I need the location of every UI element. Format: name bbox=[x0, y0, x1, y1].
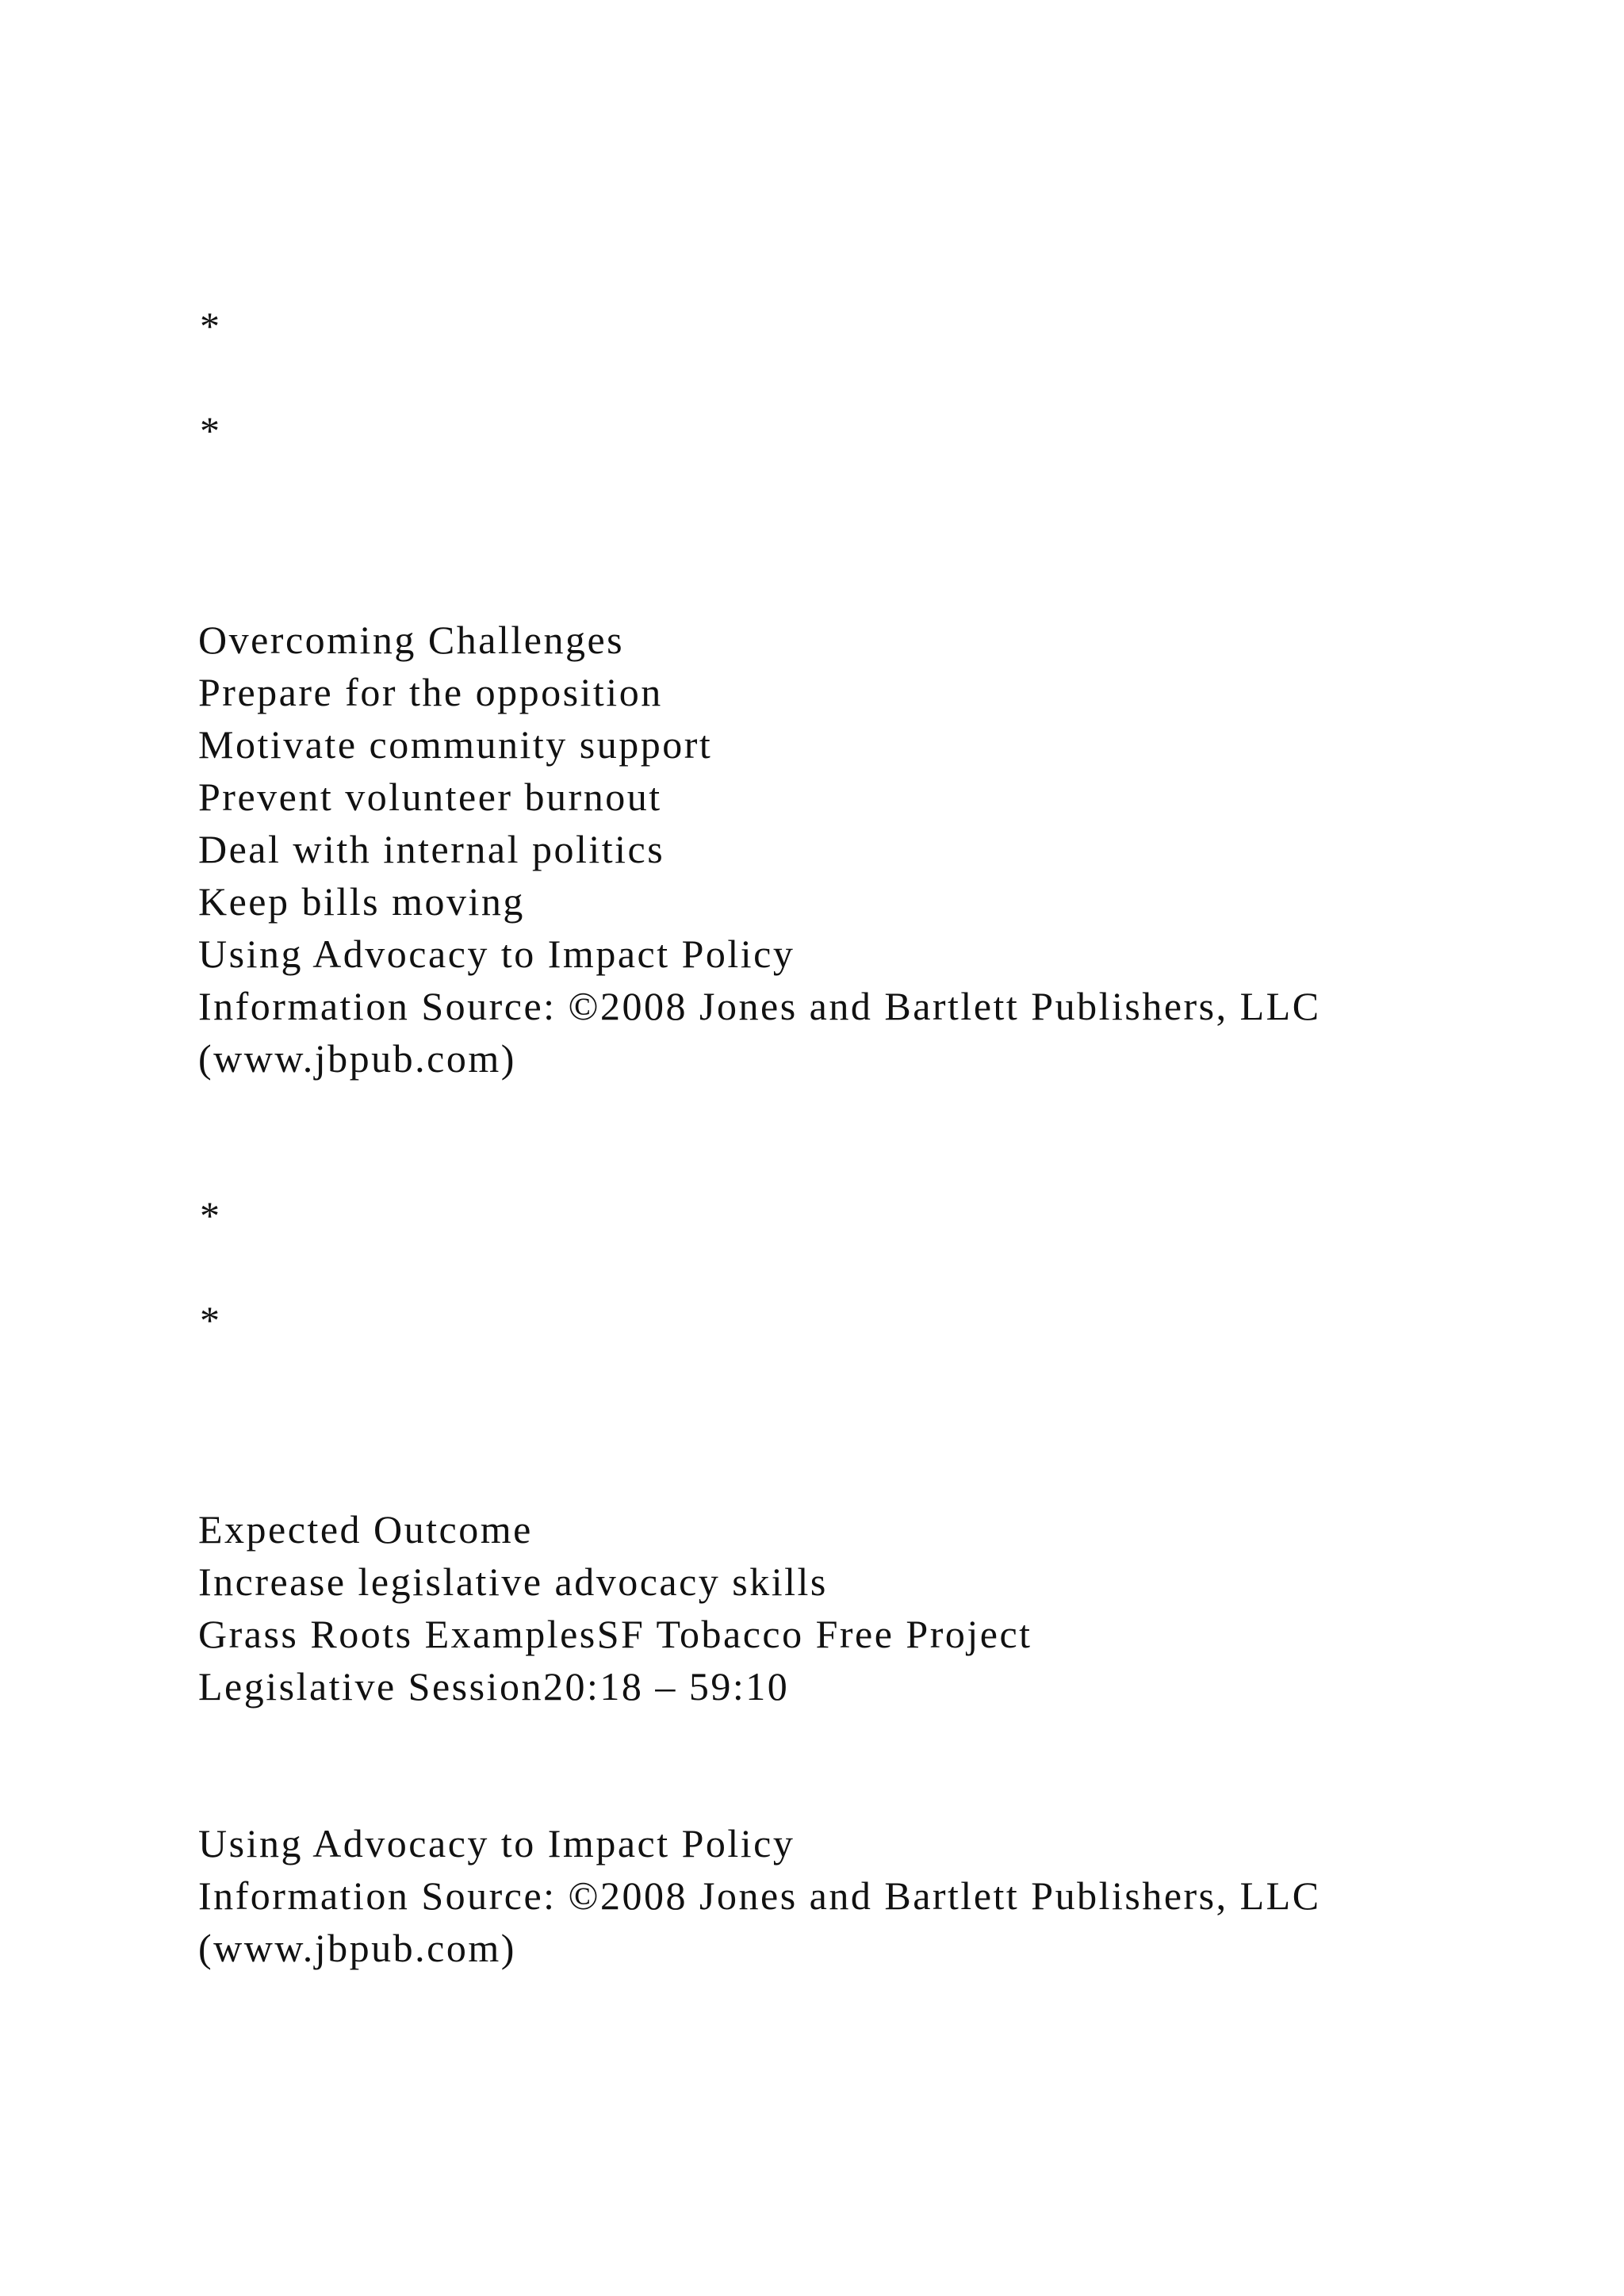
footer-source: Information Source: ©2008 Jones and Bartlett Publishers, LLC bbox=[198, 984, 1321, 1028]
section-title: Expected Outcome bbox=[198, 1507, 533, 1552]
list-item: Increase legislative advocacy skills bbox=[198, 1559, 828, 1604]
section-title: Overcoming Challenges bbox=[198, 618, 625, 662]
slide-marker: * bbox=[200, 408, 220, 453]
list-item: Prepare for the opposition bbox=[198, 670, 663, 714]
footer-source: Information Source: ©2008 Jones and Bartlett Publishers, LLC bbox=[198, 1873, 1321, 1918]
slide-marker: * bbox=[200, 1298, 220, 1342]
list-item: Motivate community support bbox=[198, 722, 713, 767]
footer-title: Using Advocacy to Impact Policy bbox=[198, 932, 795, 976]
footer-title: Using Advocacy to Impact Policy bbox=[198, 1821, 795, 1866]
slide-marker: * bbox=[200, 304, 220, 348]
list-item: Deal with internal politics bbox=[198, 827, 665, 871]
list-item: Keep bills moving bbox=[198, 879, 525, 924]
footer-url: (www.jbpub.com) bbox=[198, 1036, 516, 1081]
list-item: Grass Roots ExamplesSF Tobacco Free Project bbox=[198, 1612, 1032, 1656]
footer-url: (www.jbpub.com) bbox=[198, 1926, 516, 1970]
list-item: Prevent volunteer burnout bbox=[198, 775, 662, 819]
slide-marker: * bbox=[200, 1193, 220, 1238]
list-item: Legislative Session20:18 – 59:10 bbox=[198, 1664, 790, 1709]
